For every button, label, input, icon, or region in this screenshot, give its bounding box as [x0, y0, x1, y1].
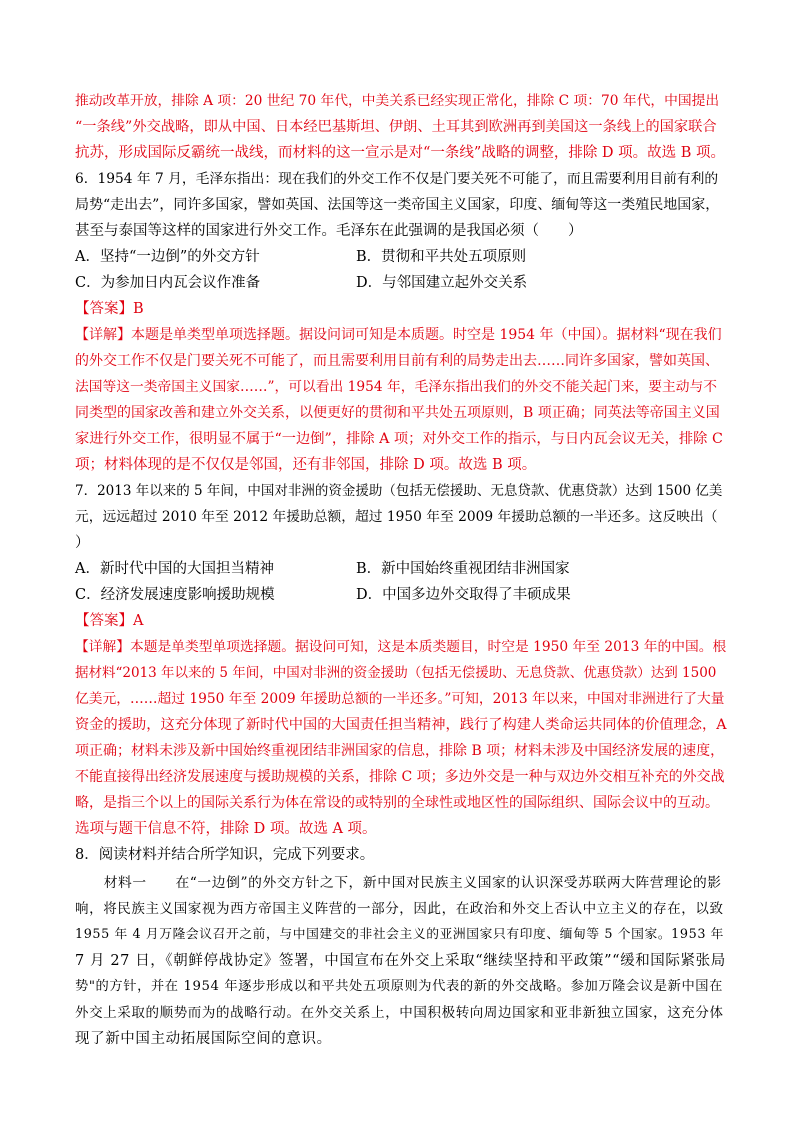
- text-line: 响，将民族主义国家视为西方帝国主义阵营的一部分，因此，在政治和外交上否认中立主义的存在，以致: [75, 901, 724, 917]
- text-line: 据材料“2013 年以来的 5 年间，中国对非洲的资金援助（包括无偿援助、无息贷款、优惠贷款）达到 1500: [75, 665, 717, 681]
- text-line: 【详解】本题是单类型单项选择题。据设问词可知是本质题。时空是 1954 年（中国）。据材料“现在我们: [75, 327, 722, 343]
- q7-answer: 【答案】A: [75, 613, 144, 629]
- text-line: 家进行外交工作，很明显不属于“一边倒”，排除 A 项；对外交工作的指示，与日内瓦会议无关，排除 C: [75, 431, 723, 447]
- text-line: 1955 年 4 月万隆会议召开之前，与中国建交的非社会主义的亚洲国家只有印度、缅甸等 5 个国家。1953 年: [75, 927, 725, 942]
- text-line: 推动改革开放，排除 A 项：20 世纪 70 年代，中美关系已经实现正常化，排除 C 项：70 年代，中国提出: [75, 93, 720, 109]
- q7-options-row-1: [75, 556, 727, 582]
- text-line: 法国等这一类帝国主义国家……”，可以看出 1954 年，毛泽东指出我们的外交不能关起门来，要主动与不: [75, 379, 718, 395]
- q7-answer-block: [75, 608, 727, 842]
- text-line: 项；材料体现的是不仅仅是邻国，还有非邻国，排除 D 项。故选 B 项。: [75, 457, 537, 473]
- text-line: 亿美元，……超过 1950 年至 2009 年援助总额的一半还多。”可知，2013 年以来，中国对非洲进行了大量: [75, 691, 725, 707]
- text-line: 的外交工作不仅是门要关死不可能了，而且需要利用目前有利的局势走出去……同许多国家，譬如英国、: [75, 353, 719, 369]
- q6-stem: [75, 166, 727, 244]
- text-line: 选项与题干信息不符，排除 D 项。故选 A 项。: [75, 821, 377, 837]
- q5-explanation-tail: [75, 88, 727, 166]
- q7-options-row-2: [75, 582, 727, 608]
- text-line: 6．1954 年 7 月，毛泽东指出：现在我们的外交工作不仅是门要关死不可能了，而且需要利用目前有利的: [75, 171, 719, 187]
- text-line: 略，是指三个以上的国际关系行为体在常设的或特别的全球性或地区性的国际组织、国际会议中的互动。: [75, 795, 719, 811]
- text-line: 7 月 27 日，《朝鲜停战协定》签署，中国宣布在外交上采取“继续坚持和平政策”“缓和国际紧张局: [75, 953, 726, 969]
- text-line: 项正确；材料未涉及新中国始终重视团结非洲国家的信息，排除 B 项；材料未涉及中国经济发展的速度，: [75, 743, 725, 759]
- q8-stem: [75, 842, 727, 868]
- q8-material-one: [75, 870, 727, 1052]
- text-line: “一条线”外交战略，即从中国、日本经巴基斯坦、伊朗、土耳其到欧洲再到美国这一条线上的国家联合: [75, 119, 717, 135]
- q6-option-c: C．为参加日内瓦会议作准备: [75, 275, 261, 291]
- q7-option-c: C．经济发展速度影响援助规模: [75, 587, 275, 603]
- q7-stem: [75, 478, 727, 556]
- q6-option-a: A．坚持“一边倒”的外交方针: [75, 249, 260, 265]
- text-line: 【详解】本题是单类型单项选择题。据设问可知，这是本质类题目，时空是 1950 年至 2013 年的中国。根: [75, 639, 727, 655]
- text-line: 甚至与泰国等这样的国家进行外交工作。毛泽东在此强调的是我国必须（ ）: [75, 223, 583, 239]
- text-line: 元，远远超过 2010 年至 2012 年援助总额，超过 1950 年至 2009 年援助总额的一半还多。这反映出（: [75, 509, 718, 525]
- text-line: 材料一 在“一边倒”的外交方针之下，新中国对民族主义国家的认识深受苏联两大阵营理论的影: [75, 875, 722, 891]
- text-line: 抗苏，形成国际反霸统一战线，而材料的这一宣示是对“一条线”战略的调整，排除 D 项。故选 B 项。: [75, 145, 726, 161]
- q6-answer-block: [75, 296, 727, 478]
- text-line: 同类型的国家改善和建立外交关系，以便更好的贯彻和平共处五项原则，B 项正确；同英法等帝国主义国: [75, 405, 720, 421]
- q6-options-row-1: [75, 244, 727, 270]
- text-line: 7．2013 年以来的 5 年间，中国对非洲的资金援助（包括无偿援助、无息贷款、优惠贷款）达到 1500 亿美: [75, 483, 723, 499]
- q6-options-row-2: [75, 270, 727, 296]
- text-line: 势"的方针，并在 1954 年逐步形成以和平共处五项原则为代表的新的外交战略。参加万隆会议是新中国在: [75, 979, 723, 994]
- q6-option-d: D．与邻国建立起外交关系: [356, 275, 528, 291]
- q7-option-a: A．新时代中国的大国担当精神: [75, 561, 274, 577]
- text-line: 资金的援助，这充分体现了新时代中国的大国责任担当精神，践行了构建人类命运共同体的价值理念，A: [75, 717, 727, 733]
- text-line: ）: [75, 535, 90, 551]
- text-line: 局势“走出去”，同许多国家，譬如英国、法国等这一类帝国主义国家，印度、缅甸等这一类殖民地国家，: [75, 197, 720, 213]
- q7-option-b: B．新中国始终重视团结非洲国家: [356, 561, 570, 577]
- text-line: 不能直接得出经济发展速度与援助规模的关系，排除 C 项；多边外交是一种与双边外交相互补充的外交战: [75, 769, 725, 785]
- q6-answer: 【答案】B: [75, 301, 144, 317]
- q7-option-d: D．中国多边外交取得了丰硕成果: [356, 587, 571, 603]
- text-line: 现了新中国主动拓展国际空间的意识。: [75, 1031, 332, 1047]
- text-line: 外交上采取的顺势而为的战略行动。在外交关系上，中国积极转向周边国家和亚非新独立国家，这充分体: [75, 1005, 724, 1021]
- text-line: 8．阅读材料并结合所学知识，完成下列要求。: [75, 847, 375, 863]
- q6-option-b: B．贯彻和平共处五项原则: [356, 249, 527, 265]
